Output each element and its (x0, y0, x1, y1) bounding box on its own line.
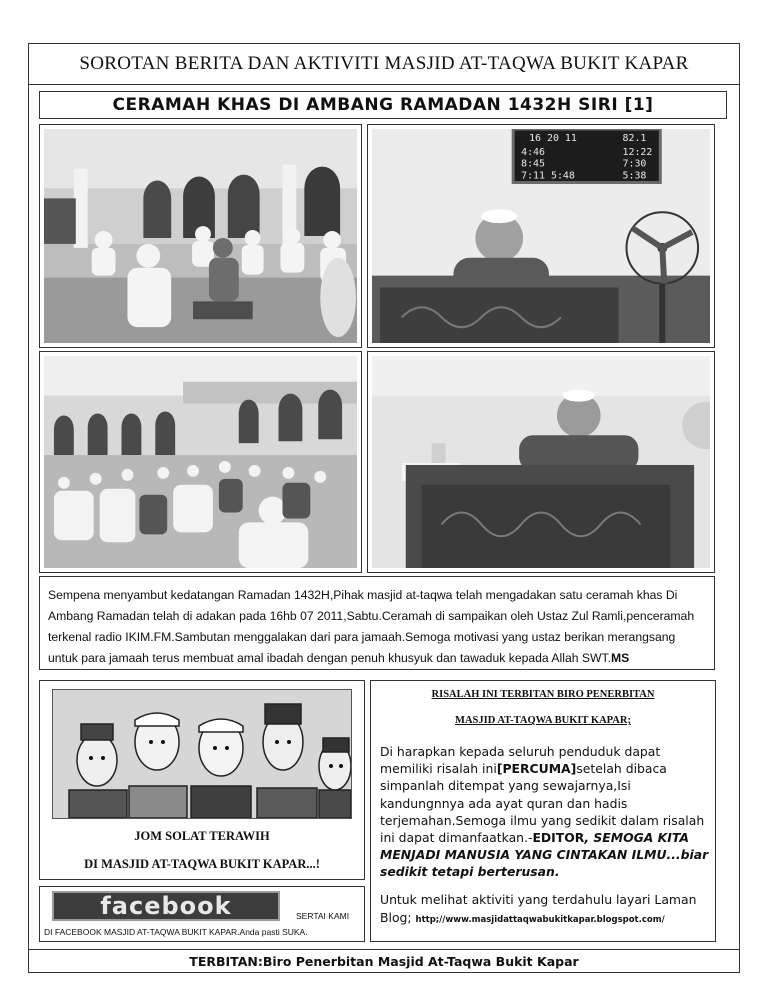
risalah-percuma: [PERCUMA] (496, 761, 577, 777)
story-paragraph (39, 576, 715, 670)
cartoon-illustration (52, 689, 352, 819)
risalah-link-intro: Untuk melihat aktiviti yang terdahulu layari Laman Blog; (380, 892, 697, 925)
speaker-photo-1 (372, 129, 710, 343)
risalah-editor: EDITOR (532, 830, 585, 846)
svg-text:7:30: 7:30 (622, 158, 647, 170)
svg-text:82.1: 82.1 (622, 132, 647, 144)
facebook-logo-text: facebook (100, 892, 232, 920)
facebook-join-text: DI FACEBOOK MASJID AT-TAQWA BUKIT KAPAR.Anda pasti SUKA. (44, 927, 308, 937)
article-headline: CERAMAH KHAS DI AMBANG RAMADAN 1432H SIRI [1] (39, 91, 727, 119)
newsletter-page (28, 43, 740, 973)
congregation-photo-2-frame (39, 351, 362, 573)
congregation-photo-1 (44, 129, 357, 343)
facebook-box (39, 886, 365, 942)
speaker-photo-2 (372, 356, 710, 568)
risalah-body-mid: setelah dibaca simpanlah ditempat yang sewajarnya,Isi kandungnnya ada ayat quran dan hadis terjemahan.Semoga ilmu yang sedikit dalam risalah ini dapat dimanfaatkan.- (380, 761, 705, 846)
svg-text:16 20 11: 16 20 11 (529, 132, 577, 144)
story-text: Sempena menyambut kedatangan Ramadan 1432H,Pihak masjid at-taqwa telah mengadakan satu ceramah khas Di Ambang Ramadan telah di adakan pada 16hb 07 2011,Sabtu.Ceramah di sampaikan oleh Ustaz Zul Ramli,penceramah terkenal radio IKIM.FM.Sambutan menggalakan dari para jamaah.Semoga motivasi yang ustaz berikan merangsang untuk para jamaah terus membuat amal ibadah dengan penuh khusyuk dan tawaduk kepada Allah SWT. (48, 588, 695, 665)
footer-publisher: TERBITAN:Biro Penerbitan Masjid At-Taqwa Bukit Kapar (29, 949, 739, 972)
svg-text:4:46: 4:46 (521, 146, 546, 158)
risalah-heading-2: MASJID AT-TAQWA BUKIT KAPAR; (455, 715, 631, 726)
story-signature: MS (611, 651, 630, 665)
cartoon-caption-line-1: JOM SOLAT TERAWIH (134, 829, 270, 843)
svg-text:5:38: 5:38 (622, 170, 647, 182)
masthead-title: SOROTAN BERITA DAN AKTIVITI MASJID AT-TAQWA BUKIT KAPAR (29, 44, 739, 85)
blog-link[interactable]: http;//www.masjidattaqwabukitkapar.blogspot.com/ (415, 915, 665, 925)
congregation-photo-2 (44, 356, 357, 568)
speaker-photo-1-frame (367, 124, 715, 348)
cartoon-caption-line-2: DI MASJID AT-TAQWA BUKIT KAPAR...! (84, 857, 320, 871)
facebook-logo[interactable] (52, 891, 280, 921)
risalah-closing: , SEMOGA KITA MENJADI MANUSIA YANG CINTAKAN ILMU...biar sedikit tetapi berterusan. (380, 830, 709, 880)
terawih-cartoon-box (39, 680, 365, 880)
facebook-sertai-text: SERTAI KAMI (296, 911, 350, 921)
speaker-photo-2-frame (367, 351, 715, 573)
svg-text:7:11 5:48: 7:11 5:48 (521, 170, 575, 182)
svg-text:12:22: 12:22 (622, 146, 653, 158)
risalah-heading-1: RISALAH INI TERBITAN BIRO PENERBITAN (431, 689, 655, 700)
risalah-box (370, 680, 716, 942)
risalah-blog-paragraph (380, 891, 710, 929)
svg-text:8:45: 8:45 (521, 158, 546, 170)
risalah-body-pre: Di harapkan kepada seluruh penduduk dapat memiliki risalah ini (380, 744, 661, 777)
risalah-body (380, 743, 710, 881)
congregation-photo-1-frame (39, 124, 362, 348)
